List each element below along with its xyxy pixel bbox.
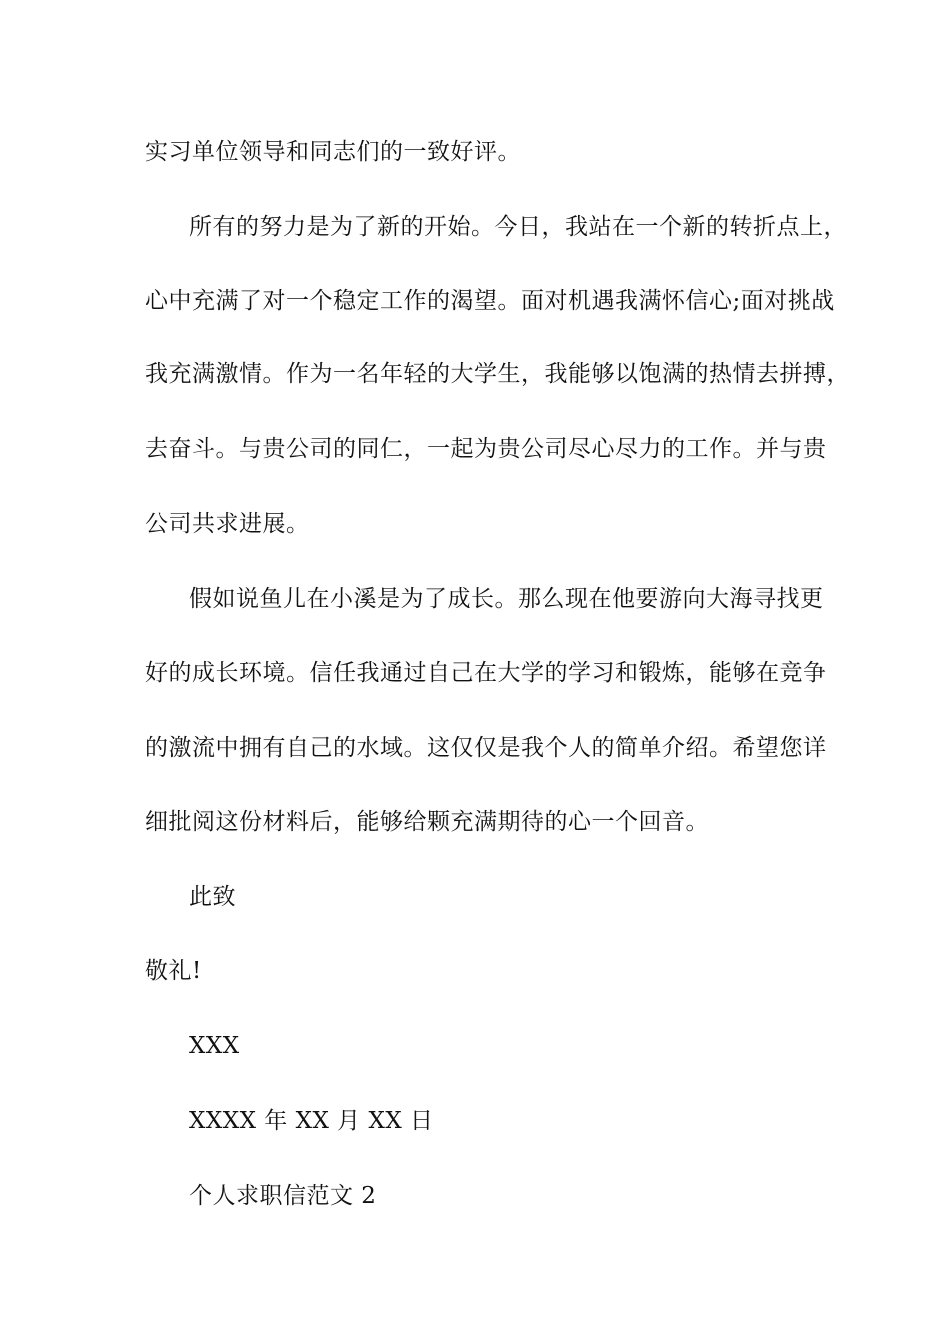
paragraph-line: 公司共求进展。 [145,511,310,537]
paragraph-line: 所有的努力是为了新的开始。今日，我站在一个新的转折点上， [189,214,847,240]
paragraph-line: 实习单位领导和同志们的一致好评。 [145,139,521,165]
paragraph-line: 假如说鱼儿在小溪是为了成长。那么现在他要游向大海寻找更 [189,586,824,612]
paragraph-line: 去奋斗。与贵公司的同仁，一起为贵公司尽心尽力的工作。并与贵 [145,436,827,462]
signature-date: XXXX 年 XX 月 XX 日 [189,1108,434,1134]
paragraph-line: 我充满激情。作为一名年轻的大学生，我能够以饱满的热情去拼搏， [145,361,850,387]
paragraph-line: 的激流中拥有自己的水域。这仅仅是我个人的简单介绍。希望您详 [145,735,827,761]
section-title: 个人求职信范文 2 [189,1183,377,1209]
paragraph-line: 好的成长环境。信任我通过自己在大学的学习和锻炼，能够在竞争 [145,660,827,686]
paragraph-line: 细批阅这份材料后，能够给颗充满期待的心一个回音。 [145,809,709,835]
salutation-regards: 敬礼! [145,958,202,984]
salutation-closing: 此致 [189,884,236,910]
paragraph-line: 心中充满了对一个稳定工作的渴望。面对机遇我满怀信心;面对挑战 [145,288,835,314]
signature-name: XXX [189,1033,240,1059]
